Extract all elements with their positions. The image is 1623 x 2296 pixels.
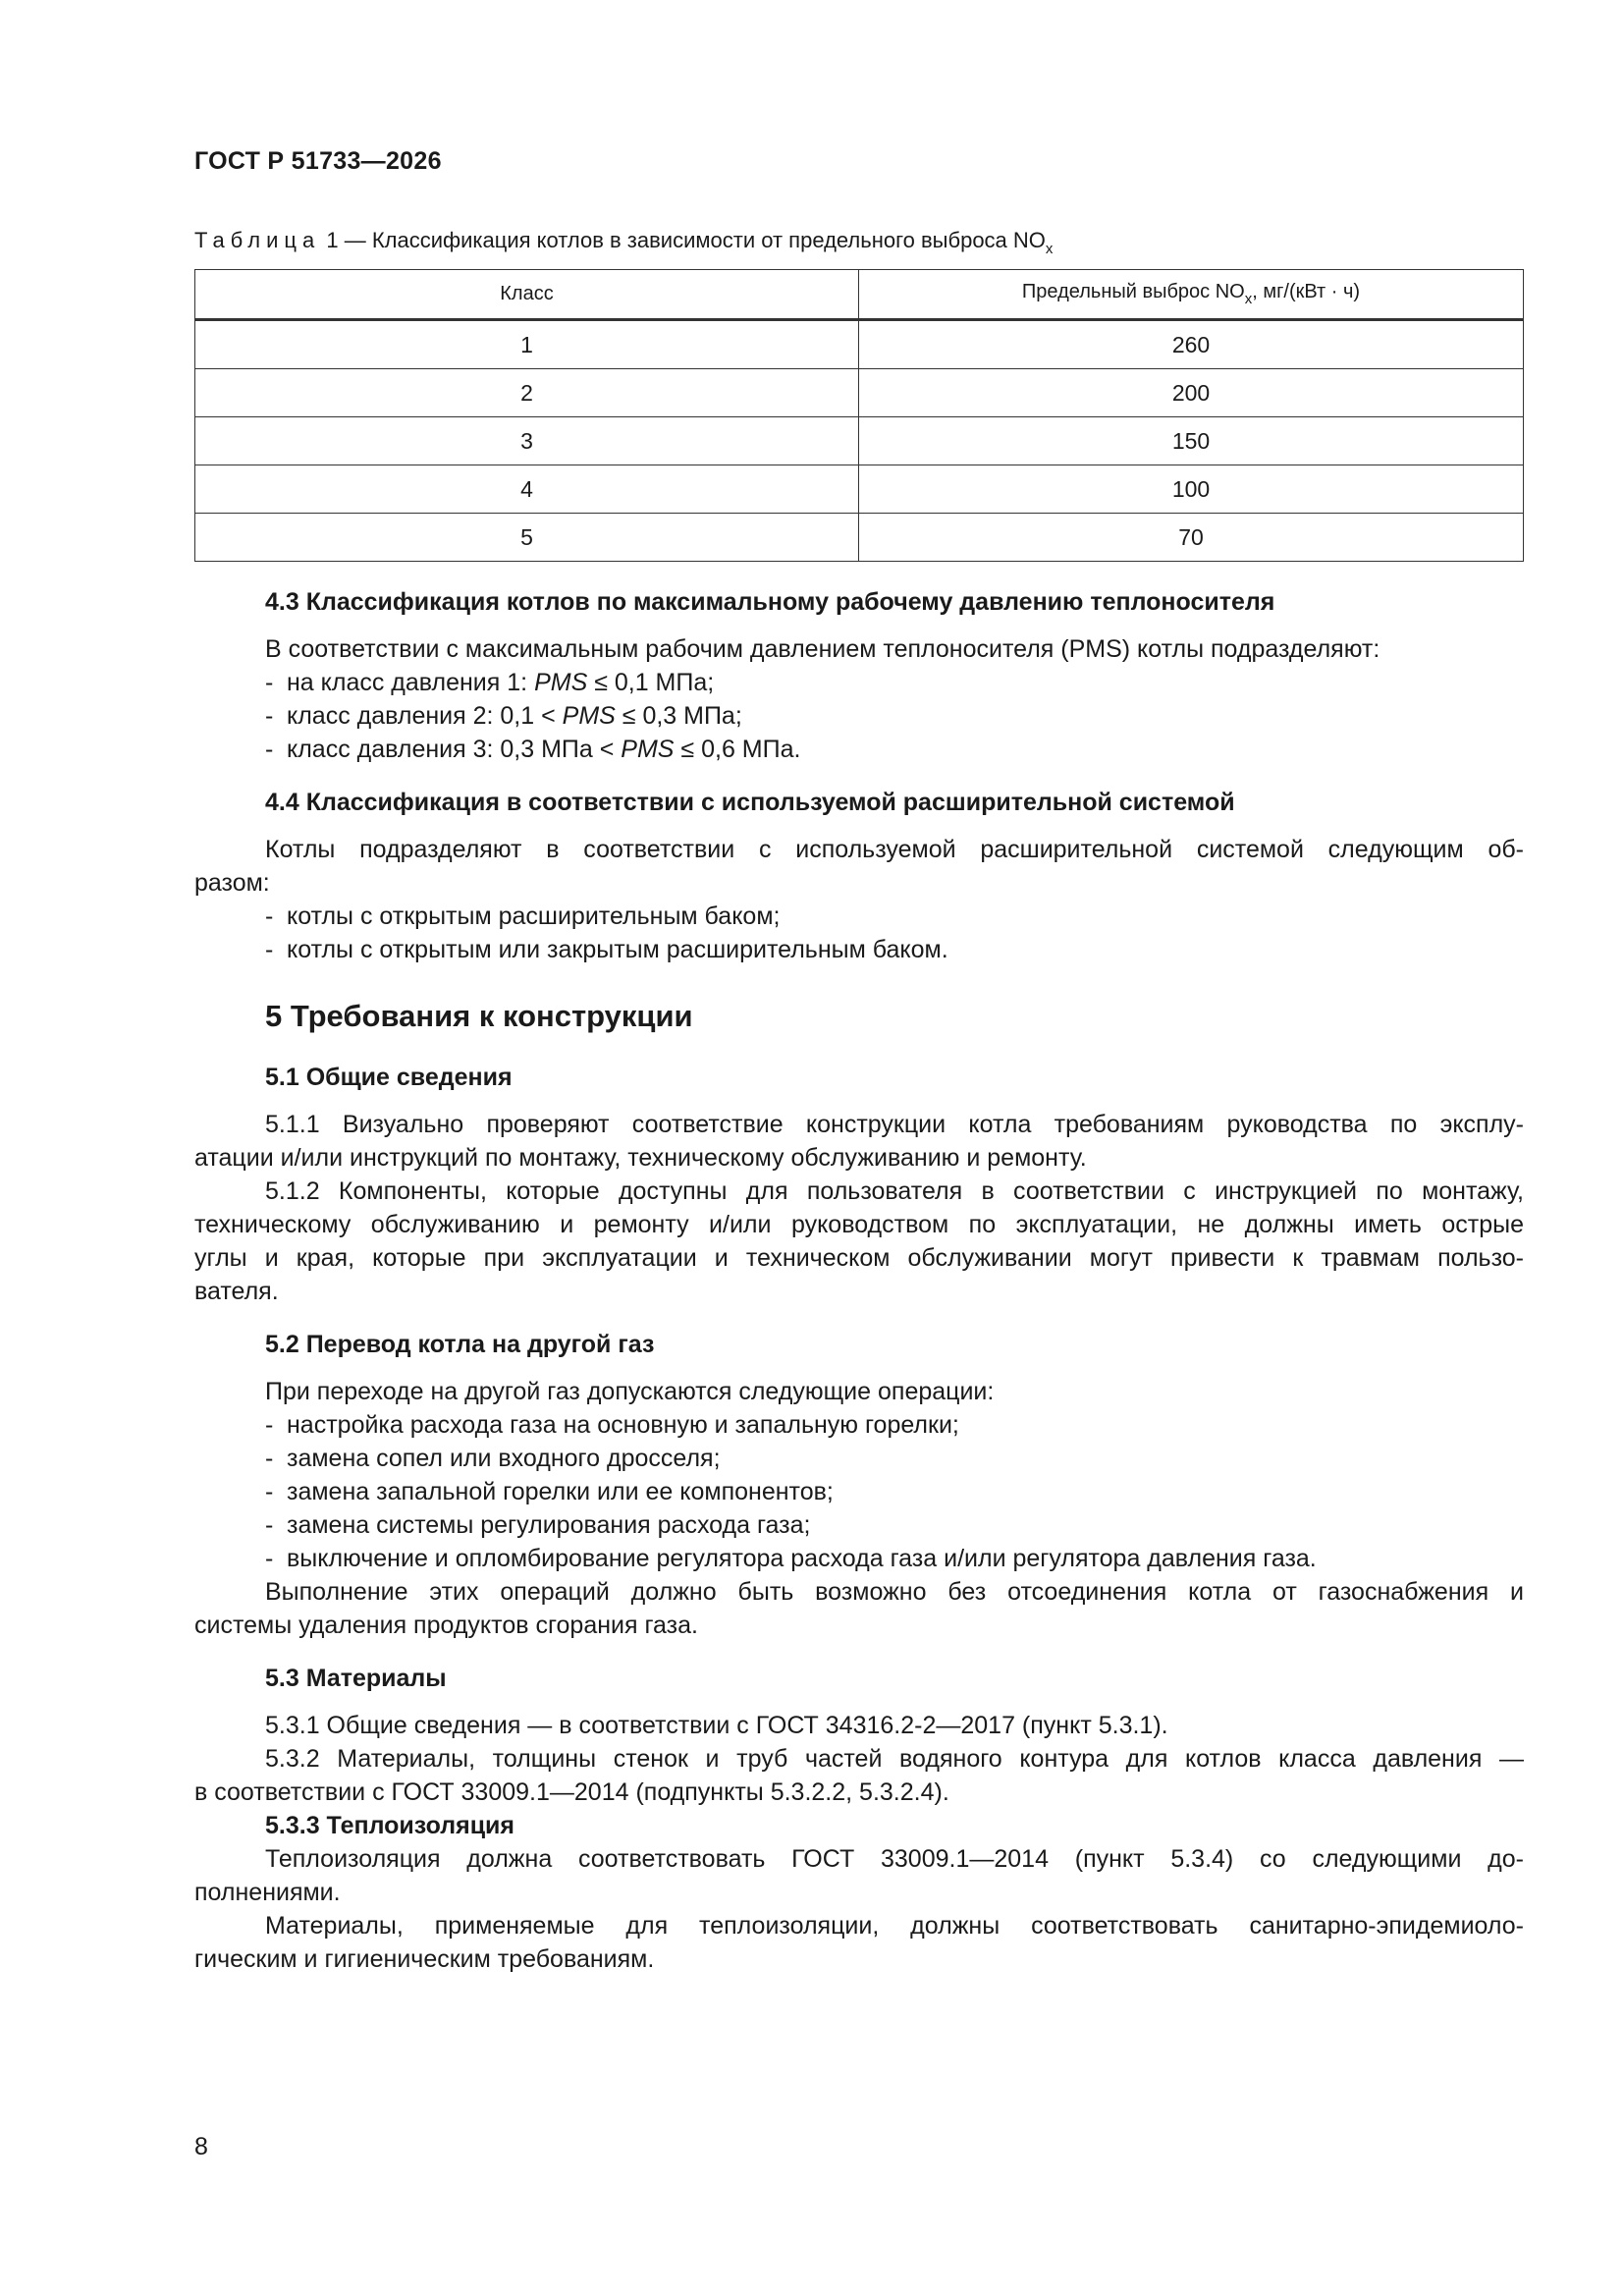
section-heading-5: 5 Требования к конструкции [265,999,693,1033]
cell-class: 5 [195,514,859,562]
nox-class-table [194,269,1524,562]
list-item: - котлы с открытым расширительным баком; [265,902,781,930]
list-item: - котлы с открытым или закрытым расширительным баком. [265,936,948,963]
table-row [195,465,1524,514]
paragraph-line: техническому обслуживанию и ремонту и/или руководством по эксплуатации, не должны иметь острые [194,1211,1524,1238]
col-header-limit-subscript: x [1244,291,1253,307]
paragraph-line: 5.1.2 Компоненты, которые доступны для пользователя в соответствии с инструкцией по монтажу, [265,1177,1524,1205]
col-header-class: Класс [195,270,859,320]
paragraph-line: вателя. [194,1278,279,1305]
page-number: 8 [194,2133,208,2160]
paragraph-line: разом: [194,869,270,897]
paragraph-line: Выполнение этих операций должно быть возможно без отсоединения котла от газоснабжения и [265,1578,1524,1606]
section-heading-5-1: 5.1 Общие сведения [265,1064,513,1091]
col-header-limit [859,270,1524,320]
cell-class: 4 [195,465,859,514]
table-row [195,417,1524,465]
cell-limit: 200 [859,369,1524,417]
paragraph-line: системы удаления продуктов сгорания газа. [194,1612,698,1639]
paragraph-line: 5.3.2 Материалы, толщины стенок и труб частей водяного контура для котлов класса давления — [265,1745,1524,1773]
table-header-row [195,270,1524,320]
col-header-limit-unit: , мг/(кВт · ч) [1252,281,1361,302]
paragraph-line: Материалы, применяемые для теплоизоляции, должны соответствовать санитарно-эпидемиоло- [265,1912,1524,1940]
cell-limit: 150 [859,417,1524,465]
table-caption [194,228,1053,257]
list-item: - замена запальной горелки или ее компонентов; [265,1478,834,1505]
cell-limit: 260 [859,320,1524,369]
paragraph-line: атации и/или инструкций по монтажу, техническому обслуживанию и ремонту. [194,1144,1087,1172]
section-heading-4-3: 4.3 Классификация котлов по максимальному рабочему давлению теплоносителя [265,588,1275,616]
list-item: - класс давления 3: 0,3 МПа < PMS ≤ 0,6 МПа. [265,736,801,763]
table-caption-text: 1 — Классификация котлов в зависимости от предельного выброса NO [320,228,1046,252]
cell-class: 1 [195,320,859,369]
paragraph-line: Теплоизоляция должна соответствовать ГОСТ 33009.1—2014 (пункт 5.3.4) со следующими до- [265,1845,1524,1873]
cell-class: 2 [195,369,859,417]
cell-limit: 70 [859,514,1524,562]
list-item: - замена сопел или входного дросселя; [265,1445,721,1472]
list-item: - на класс давления 1: PMS ≤ 0,1 МПа; [265,669,715,696]
paragraph-line: в соответствии с ГОСТ 33009.1—2014 (подпункты 5.3.2.2, 5.3.2.4). [194,1778,949,1806]
table-row [195,369,1524,417]
paragraph-line: 5.1.1 Визуально проверяют соответствие конструкции котла требованиям руководства по эксплу- [265,1111,1524,1138]
paragraph: 5.3.1 Общие сведения — в соответствии с ГОСТ 34316.2-2—2017 (пункт 5.3.1). [265,1712,1168,1739]
table-caption-subscript: x [1045,241,1054,257]
paragraph-line: полнениями. [194,1879,341,1906]
document-header: ГОСТ Р 51733—2026 [194,147,442,175]
list-item: - замена системы регулирования расхода газа; [265,1511,811,1539]
cell-limit: 100 [859,465,1524,514]
table-row [195,514,1524,562]
list-item: - настройка расхода газа на основную и запальную горелки; [265,1411,959,1439]
paragraph: В соответствии с максимальным рабочим давлением теплоносителя (PMS) котлы подразделяют: [265,635,1380,663]
list-item: - выключение и опломбирование регулятора расхода газа и/или регулятора давления газа. [265,1545,1317,1572]
section-heading-5-2: 5.2 Перевод котла на другой газ [265,1331,655,1358]
table-row [195,320,1524,369]
paragraph-line: гическим и гигиеническим требованиям. [194,1945,655,1973]
paragraph-line: Котлы подразделяют в соответствии с используемой расширительной системой следующим об- [265,836,1524,863]
subsection-heading-5-3-3: 5.3.3 Теплоизоляция [265,1812,515,1839]
paragraph: При переходе на другой газ допускаются следующие операции: [265,1378,995,1405]
cell-class: 3 [195,417,859,465]
paragraph-line: углы и края, которые при эксплуатации и техническом обслуживании могут привести к травмам пользо- [194,1244,1524,1272]
section-heading-4-4: 4.4 Классификация в соответствии с используемой расширительной системой [265,789,1235,816]
col-header-limit-text: Предельный выброс NO [1021,281,1245,302]
section-heading-5-3: 5.3 Материалы [265,1665,447,1692]
list-item: - класс давления 2: 0,1 < PMS ≤ 0,3 МПа; [265,702,742,730]
table-caption-word: Таблица [194,228,321,252]
document-body [194,585,1524,1976]
